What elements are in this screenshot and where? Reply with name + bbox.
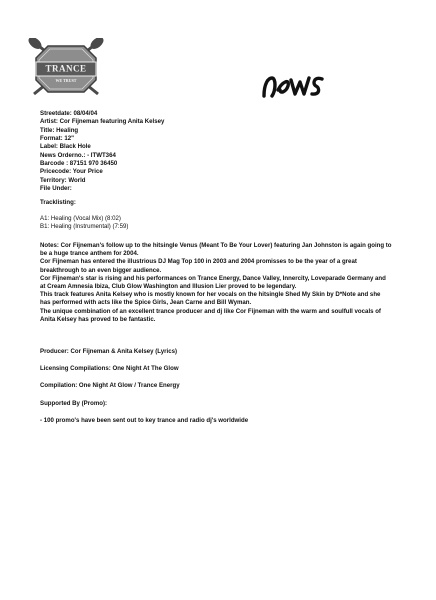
pricecode: Pricecode: Your Price [40, 168, 103, 176]
streetdate: Streetdate: 08/04/04 [40, 110, 98, 117]
notes-paragraph: Cor Fijneman has entered the illustrious DJ Mag Top 100 in 2003 and 2004 promisses to be the year of a great breakthrough to an even bigger audience. [40, 258, 357, 274]
licensing-compilations: Licensing Compilations: One Night At The Glow [40, 365, 179, 372]
track-item: A1: Healing (Vocal Mix) (8:02) [40, 215, 121, 223]
tracklisting [40, 199, 128, 232]
notes-paragraph: The unique combination of an excellent trance producer and dj like Cor Fijneman with the warm and soulfull vocals of Anita Kelsey has proved to be fantastic. [40, 307, 381, 323]
supported-heading: Supported By (Promo): [40, 400, 108, 407]
format: Format: 12" [40, 135, 75, 143]
title: Title: Healing [40, 126, 79, 134]
barcode: Barcode : 87151 970 36450 [40, 160, 118, 168]
news-wordmark-logo [258, 70, 328, 102]
notes-paragraph: Cor Fijneman's star is rising and his performances on Trance Energy, Dance Valley, Innercity, Loveparade Germany and at Cream Amnesia Ibiza, Club Glow Washington and Illusion Lier proved to be legendary. [40, 274, 386, 291]
compilation: Compilation: One Night At Glow / Trance Energy [40, 382, 180, 389]
tracklisting-heading: Tracklisting: [40, 199, 76, 206]
artist: Artist: Cor Fijneman featuring Anita Kelsey [40, 118, 165, 126]
notes-paragraph: Notes: Cor Fijneman's follow up to the hitsingle Venus (Meant To Be Your Lover) featuring Jan Johnston is again going to be a huge trance anthem for 2004. [40, 242, 392, 258]
release-info [40, 110, 164, 193]
supported-item: - 100 promo's have been sent out to key trance and radio dj's worldwide [40, 417, 249, 424]
territory: Territory: World [40, 176, 86, 184]
logo-main-text: TRANCE [45, 63, 87, 74]
logo-sub-text: WE TRUST [55, 78, 77, 83]
notes-paragraph: This track features Anita Kelsey who is mostly known for her vocals on the hitsingle Shed My Skin by D*Note and she has performed with acts like the Spice Girls, Jean Carne and Bill Wyman. [40, 291, 381, 307]
trance-we-trust-logo [28, 38, 104, 100]
producer: Producer: Cor Fijneman & Anita Kelsey (Lyrics) [40, 348, 178, 355]
label: Label: Black Hole [40, 143, 91, 151]
track-item: B1: Healing (Instrumental) (7:59) [40, 223, 129, 231]
file-under: File Under: [40, 185, 72, 193]
notes [40, 242, 392, 324]
news-orderno: News Orderno.: - ITWT364 [40, 151, 116, 159]
